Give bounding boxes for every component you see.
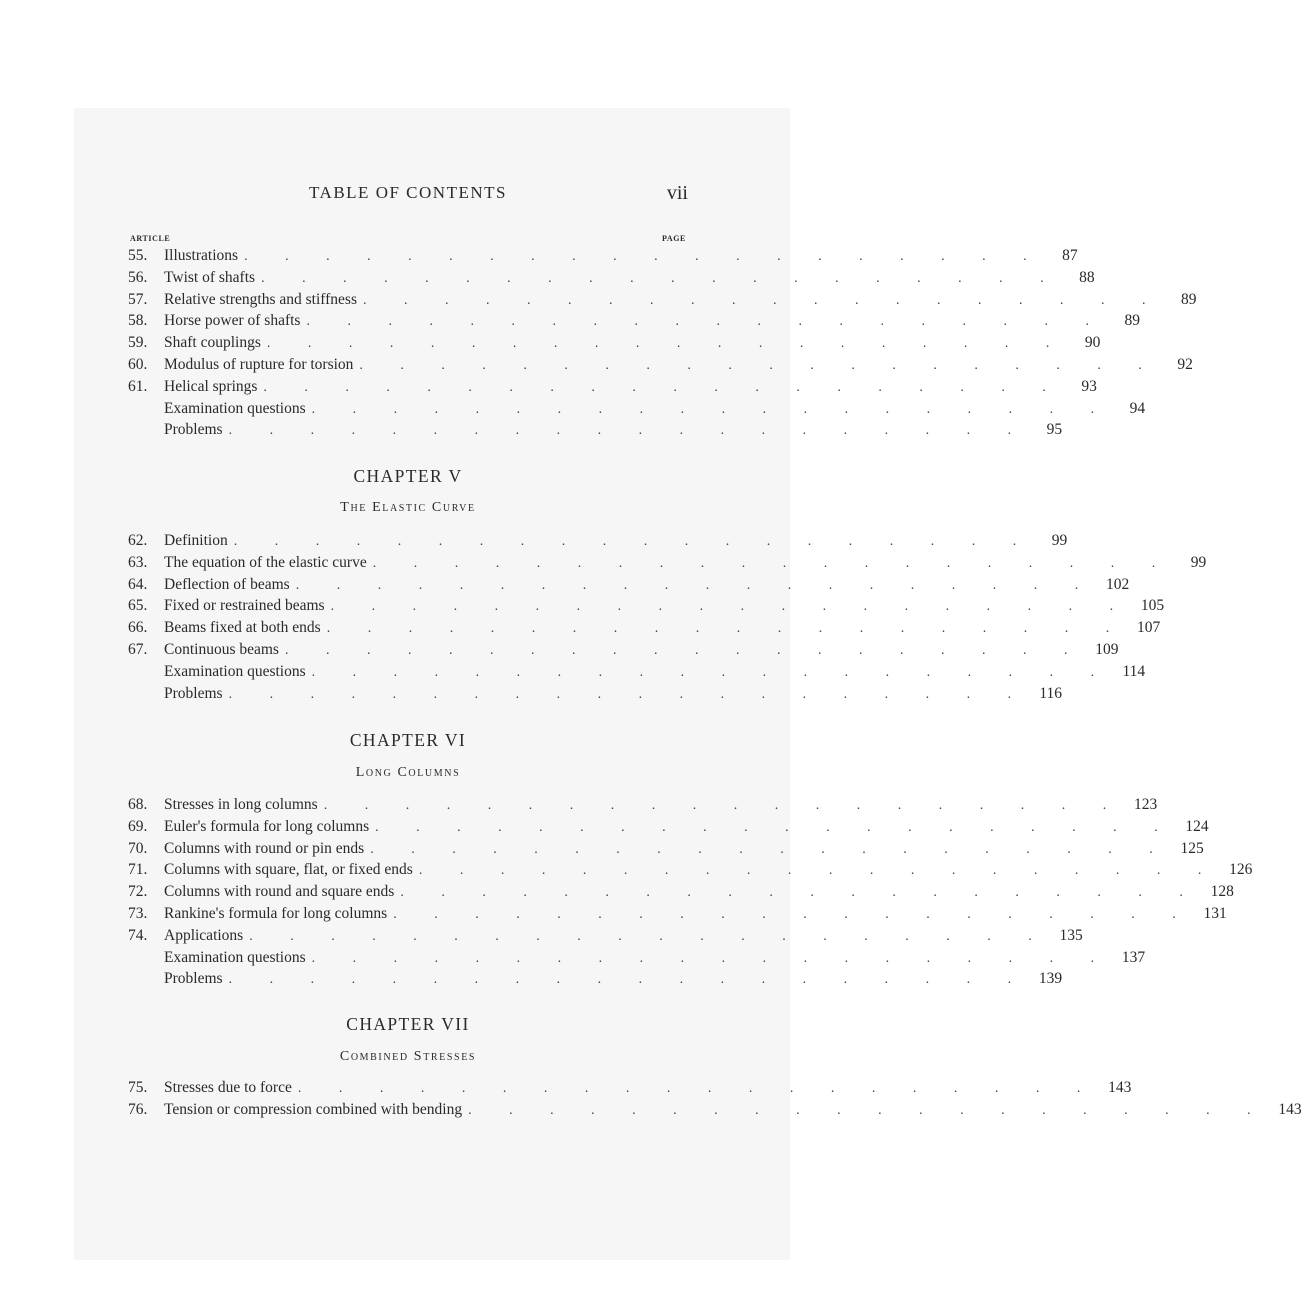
toc-entry bbox=[128, 859, 1253, 881]
toc-entry bbox=[128, 925, 1083, 947]
entry-page: 131 bbox=[1203, 904, 1227, 922]
entry-number: 59. bbox=[128, 334, 148, 352]
toc-entry bbox=[128, 530, 1068, 552]
entry-number: 67. bbox=[128, 640, 148, 658]
leader-dots: . . . . . . . . . . . . . . . . . . . . bbox=[375, 819, 1175, 835]
leader-dots: . . . . . . . . . . . . . . . . . . . . bbox=[418, 863, 1219, 879]
toc-entry bbox=[128, 1077, 1132, 1099]
leader-dots: . . . . . . . . . . . . . . . . . . . . bbox=[330, 599, 1131, 615]
running-head bbox=[128, 183, 688, 209]
leader-dots: . . . . . . . . . . . . . . . . . . . . bbox=[233, 534, 1034, 549]
entry-title: Deflection of beams bbox=[164, 575, 290, 593]
leader-dots: . . . . . . . . . . . . . . . . . . . . bbox=[284, 642, 1085, 658]
toc-entry bbox=[128, 595, 1165, 617]
entry-page: 95 bbox=[1046, 421, 1063, 439]
toc-entry bbox=[128, 419, 1063, 441]
entry-page: 109 bbox=[1095, 640, 1119, 658]
entry-number: 58. bbox=[128, 312, 148, 330]
toc-entry bbox=[128, 289, 1197, 311]
entry-page: 143 bbox=[1278, 1100, 1302, 1118]
toc-entry bbox=[128, 639, 1119, 661]
entry-number: 63. bbox=[128, 553, 148, 571]
entry-page: 135 bbox=[1059, 926, 1083, 944]
leader-dots: . . . . . . . . . . . . . . . . . . . . bbox=[261, 270, 1061, 286]
chapter-subtitle: Long Columns bbox=[355, 765, 461, 780]
entry-number: 57. bbox=[128, 290, 148, 308]
entry-number: 73. bbox=[128, 904, 148, 922]
entry-title: Shaft couplings bbox=[164, 334, 261, 352]
entry-title: Twist of shafts bbox=[164, 268, 256, 286]
toc-entry bbox=[128, 398, 1146, 420]
entry-number: 65. bbox=[128, 597, 148, 615]
entry-title: Tension or compression combined with bending bbox=[164, 1100, 463, 1118]
entry-title: Applications bbox=[164, 926, 244, 944]
toc-entry bbox=[128, 310, 1140, 332]
toc-entry bbox=[128, 1099, 1302, 1121]
entry-title: Definition bbox=[164, 532, 228, 549]
toc-entry bbox=[128, 332, 1101, 354]
toc-entry bbox=[128, 376, 1097, 398]
toc-entry bbox=[128, 881, 1234, 903]
entry-page: 92 bbox=[1177, 355, 1193, 373]
entry-title: Modulus of rupture for torsion bbox=[164, 355, 354, 373]
toc-entry bbox=[128, 947, 1146, 969]
entry-title: Horse power of shafts bbox=[164, 312, 301, 330]
entry-title: Beams fixed at both ends bbox=[164, 619, 321, 637]
entry-page: 88 bbox=[1079, 268, 1095, 286]
entry-page: 143 bbox=[1108, 1079, 1132, 1096]
article-column-label: ARTICLE bbox=[130, 234, 171, 243]
entry-title: Continuous beams bbox=[164, 640, 279, 658]
leader-dots: . . . . . . . . . . . . . . . . . . . . bbox=[372, 555, 1173, 571]
entry-page: 139 bbox=[1038, 970, 1063, 988]
entry-title: Fixed or restrained beams bbox=[164, 597, 325, 615]
chapter-subtitle: Combined Stresses bbox=[339, 1049, 477, 1064]
entry-number: 62. bbox=[128, 532, 148, 549]
entry-page: 89 bbox=[1181, 290, 1197, 308]
entry-number: 76. bbox=[128, 1100, 148, 1118]
entry-number: 56. bbox=[128, 268, 148, 286]
toc-entry bbox=[128, 838, 1204, 860]
toc-entry bbox=[128, 552, 1207, 574]
entry-page: 94 bbox=[1129, 399, 1146, 417]
leader-dots: . . . . . . . . . . . . . . . . . . . . bbox=[263, 379, 1063, 395]
entry-number: 61. bbox=[128, 377, 148, 395]
chapter-heading: CHAPTER VII bbox=[346, 1014, 470, 1034]
leader-dots: . . . . . . . . . . . . . . . . . . . . bbox=[297, 1081, 1098, 1096]
toc-entry bbox=[128, 617, 1161, 639]
leader-dots: . . . . . . . . . . . . . . . . . . . . bbox=[311, 950, 1112, 966]
entry-page: 90 bbox=[1084, 334, 1101, 352]
entry-title: Columns with round or pin ends bbox=[164, 839, 365, 857]
entry-page: 107 bbox=[1136, 619, 1161, 637]
entry-title: Stresses in long columns bbox=[164, 796, 318, 813]
entry-title: Problems bbox=[164, 421, 223, 439]
leader-dots: . . . . . . . . . . . . . . . . . . . . bbox=[370, 841, 1170, 857]
entry-page: 105 bbox=[1140, 597, 1165, 615]
entry-title: Columns with round and square ends bbox=[164, 883, 395, 901]
leader-dots: . . . . . . . . . . . . . . . . . . . . bbox=[228, 686, 1029, 702]
entry-title: Problems bbox=[164, 970, 223, 988]
toc-entry bbox=[128, 574, 1130, 596]
leader-dots: . . . . . . . . . . . . . . . . . . . . bbox=[326, 621, 1127, 637]
leader-dots: . . . . . . . . . . . . . . . . . . . . bbox=[468, 1102, 1268, 1118]
leader-dots: . . . . . . . . . . . . . . . . . . . . bbox=[266, 336, 1067, 352]
entry-title: The equation of the elastic curve bbox=[164, 553, 367, 571]
chapter-heading: CHAPTER V bbox=[353, 466, 463, 486]
entry-page: 93 bbox=[1081, 377, 1097, 395]
chapter-heading: CHAPTER VI bbox=[349, 730, 467, 750]
entry-number: 75. bbox=[128, 1079, 148, 1096]
entry-page: 123 bbox=[1133, 796, 1158, 813]
entry-number: 70. bbox=[128, 839, 148, 857]
leader-dots: . . . . . . . . . . . . . . . . . . . . bbox=[323, 798, 1124, 813]
toc-entry bbox=[128, 794, 1158, 816]
entry-title: Examination questions bbox=[164, 948, 306, 966]
entry-number: 72. bbox=[128, 883, 148, 901]
entry-title: Examination questions bbox=[164, 399, 306, 417]
entry-page: 126 bbox=[1229, 861, 1253, 879]
leader-dots: . . . . . . . . . . . . . . . . . . . . bbox=[311, 401, 1112, 417]
entry-number: 55. bbox=[128, 247, 148, 264]
entry-number: 68. bbox=[128, 796, 148, 813]
entry-page: 124 bbox=[1185, 817, 1209, 835]
entry-page: 102 bbox=[1105, 575, 1130, 593]
leader-dots: . . . . . . . . . . . . . . . . . . . . bbox=[359, 357, 1159, 373]
entry-title: Helical springs bbox=[164, 377, 258, 395]
toc-entry bbox=[128, 968, 1063, 990]
entry-title: Examination questions bbox=[164, 662, 306, 680]
entry-page: 128 bbox=[1210, 883, 1234, 901]
toc-entry bbox=[128, 683, 1063, 705]
entry-number: 66. bbox=[128, 619, 148, 637]
toc-entry bbox=[128, 816, 1209, 838]
toc-entry bbox=[128, 354, 1193, 376]
toc-entry bbox=[128, 661, 1146, 683]
entry-title: Illustrations bbox=[164, 247, 239, 264]
entry-page: 114 bbox=[1122, 662, 1146, 680]
entry-title: Problems bbox=[164, 684, 223, 702]
toc-list-chapter-vi bbox=[128, 794, 1253, 990]
leader-dots: . . . . . . . . . . . . . . . . . . . . bbox=[400, 885, 1200, 901]
entry-title: Columns with square, flat, or fixed ends bbox=[164, 861, 413, 879]
entry-page: 99 bbox=[1190, 553, 1207, 571]
entry-title: Relative strengths and stiffness bbox=[164, 290, 358, 308]
entry-page: 89 bbox=[1124, 312, 1140, 330]
toc-entry bbox=[128, 903, 1227, 925]
toc-list-chapter-vii bbox=[128, 1077, 1302, 1121]
page-number: vii bbox=[666, 182, 688, 204]
leader-dots: . . . . . . . . . . . . . . . . . . . . bbox=[228, 423, 1029, 439]
chapter-subtitle: The Elastic Curve bbox=[340, 500, 476, 515]
entry-page: 137 bbox=[1121, 948, 1146, 966]
entry-title: Stresses due to force bbox=[164, 1079, 292, 1096]
leader-dots: . . . . . . . . . . . . . . . . . . . . bbox=[393, 906, 1193, 922]
page-column-label: PAGE bbox=[661, 234, 686, 243]
toc-list-chapter-iv-continued bbox=[128, 245, 1197, 441]
toc-list-chapter-v bbox=[128, 530, 1207, 704]
leader-dots: . . . . . . . . . . . . . . . . . . . . bbox=[363, 292, 1163, 308]
entry-number: 71. bbox=[128, 861, 148, 879]
entry-number: 74. bbox=[128, 926, 148, 944]
leader-dots: . . . . . . . . . . . . . . . . . . . . bbox=[244, 249, 1044, 264]
running-title: TABLE OF CONTENTS bbox=[309, 183, 507, 202]
entry-page: 99 bbox=[1051, 532, 1068, 549]
entry-number: 69. bbox=[128, 817, 148, 835]
toc-entry bbox=[128, 267, 1095, 289]
entry-title: Euler's formula for long columns bbox=[164, 817, 370, 835]
leader-dots: . . . . . . . . . . . . . . . . . . . . bbox=[311, 664, 1112, 680]
leader-dots: . . . . . . . . . . . . . . . . . . . . bbox=[306, 314, 1106, 330]
entry-number: 60. bbox=[128, 355, 148, 373]
entry-page: 125 bbox=[1180, 839, 1204, 857]
entry-page: 116 bbox=[1039, 684, 1063, 702]
entry-number: 64. bbox=[128, 575, 148, 593]
entry-title: Rankine's formula for long columns bbox=[164, 904, 388, 922]
leader-dots: . . . . . . . . . . . . . . . . . . . . bbox=[249, 928, 1049, 944]
toc-entry bbox=[128, 245, 1078, 267]
entry-page: 87 bbox=[1062, 247, 1078, 264]
leader-dots: . . . . . . . . . . . . . . . . . . . . bbox=[228, 972, 1029, 988]
leader-dots: . . . . . . . . . . . . . . . . . . . . bbox=[295, 577, 1096, 593]
